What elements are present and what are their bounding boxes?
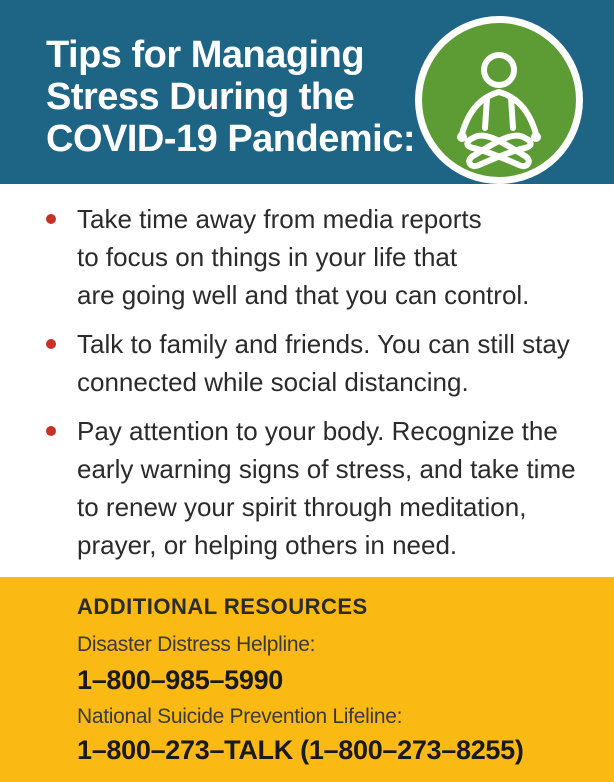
bullet-dot <box>46 339 56 349</box>
tip-line: prayer, or helping others in need. <box>77 530 458 560</box>
tip-line: early warning signs of stress, and take time <box>77 454 576 484</box>
tip-line: Take time away from media reports <box>77 204 482 234</box>
resources-panel <box>0 577 614 782</box>
tip-line: are going well and that you can control. <box>77 280 530 310</box>
bullet-dot <box>46 214 56 224</box>
bullet-dot <box>46 426 56 436</box>
tip-line: to renew your spirit through meditation, <box>77 492 527 522</box>
tip-line: Pay attention to your body. Recognize the <box>77 416 558 446</box>
title-line: Stress During the <box>46 76 355 118</box>
lifeline-label: National Suicide Prevention Lifeline: <box>77 705 403 728</box>
helpline-label: Disaster Distress Helpline: <box>77 633 316 656</box>
tip-line: to focus on things in your life that <box>77 242 458 272</box>
title-line: COVID-19 Pandemic: <box>46 118 415 160</box>
helpline-number: 1–800–985–5990 <box>77 665 284 695</box>
tip-line: Talk to family and friends. You can still stay <box>77 329 570 359</box>
tip-line: connected while social distancing. <box>77 367 469 397</box>
lifeline-number: 1–800–273–TALK (1–800–273–8255) <box>77 735 524 765</box>
resources-heading: ADDITIONAL RESOURCES <box>77 594 368 619</box>
list-item <box>0 325 614 401</box>
list-item <box>0 200 614 314</box>
header-banner <box>0 0 614 184</box>
list-item <box>0 412 614 564</box>
tips-list <box>0 200 614 575</box>
title-line: Tips for Managing <box>46 34 365 76</box>
meditation-person-icon <box>415 16 583 184</box>
page-title <box>46 34 426 160</box>
meditation-figure <box>415 16 583 184</box>
